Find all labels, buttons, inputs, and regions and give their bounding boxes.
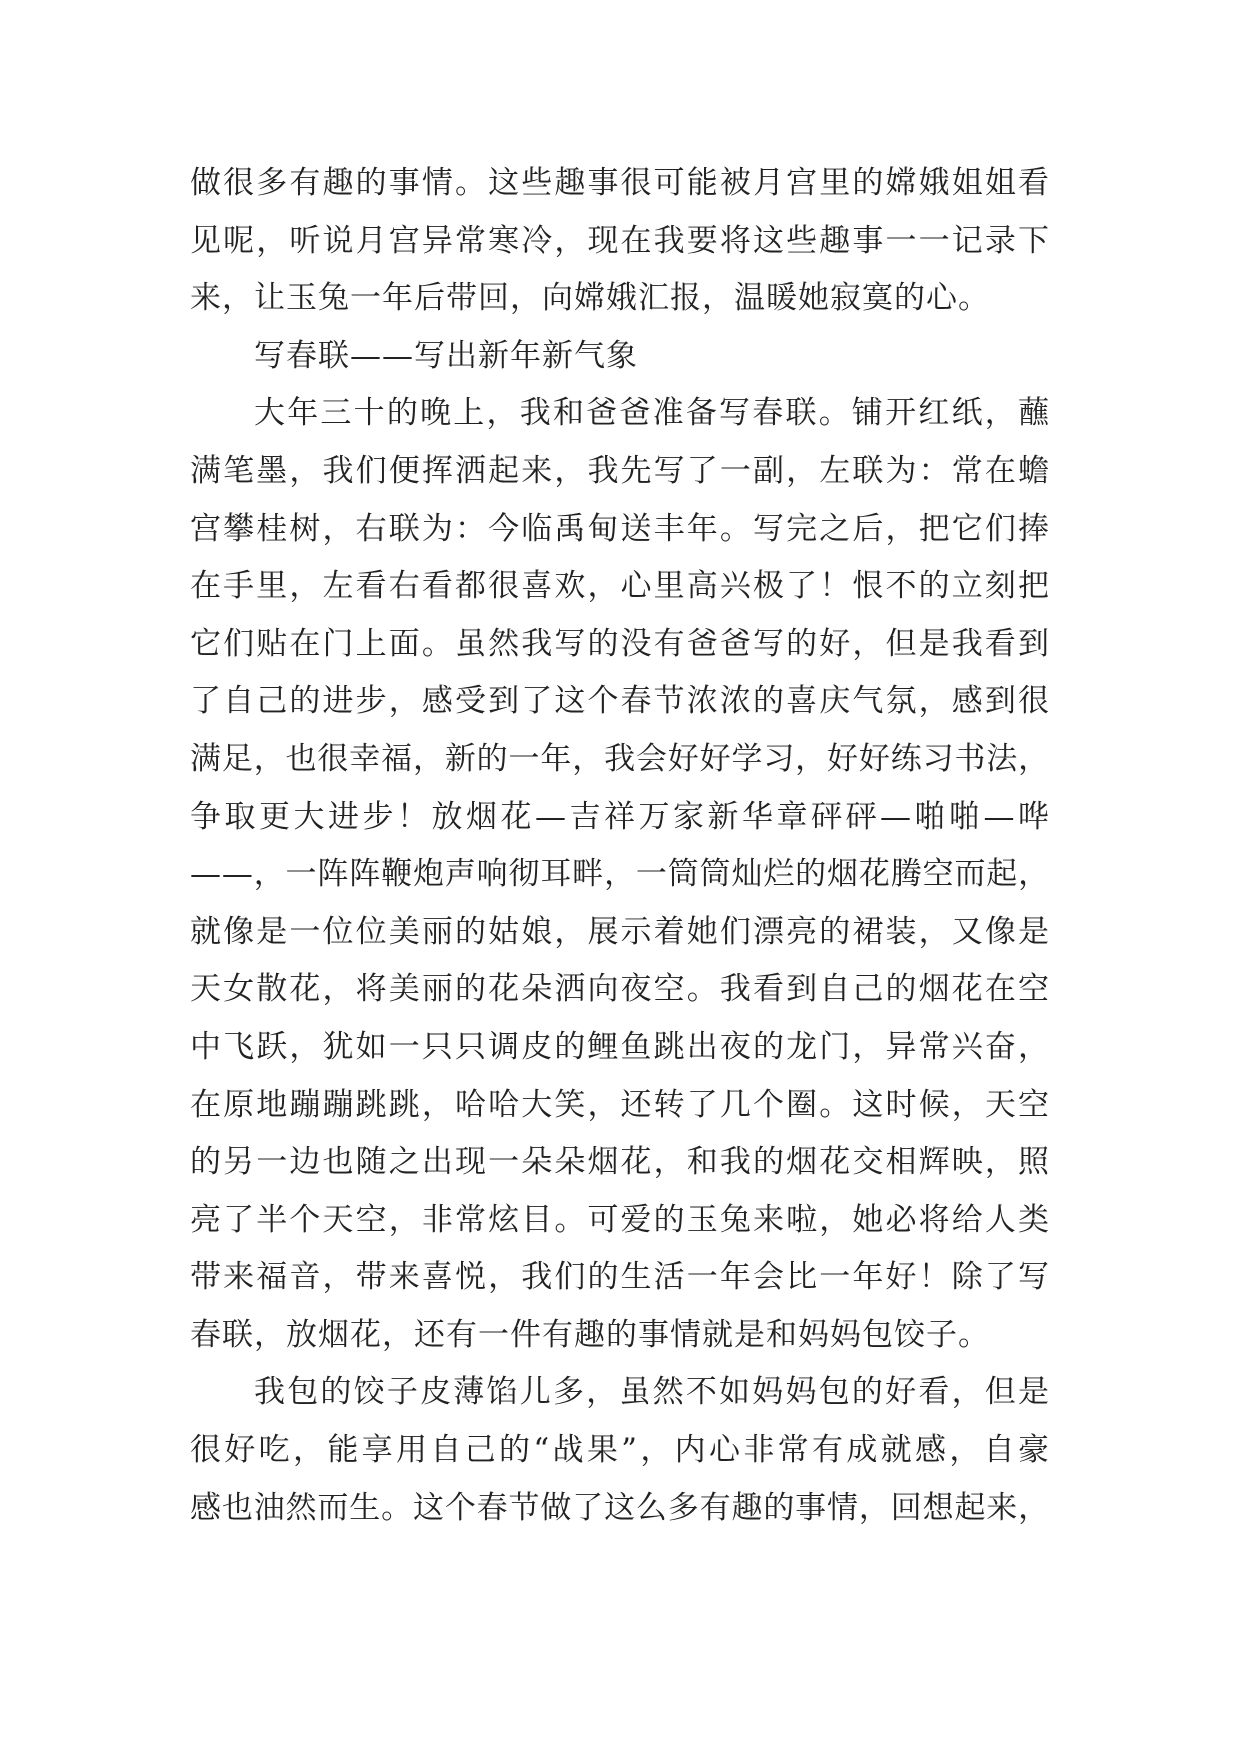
text-line: 在手里，左看右看都很喜欢，心里高兴极了！恨不的立刻把 [190,568,1050,605]
body-text [190,155,1050,1537]
text-line: 就像是一位位美丽的姑娘，展示着她们漂亮的裙装，又像是 [190,913,1050,950]
text-line: 我包的饺子皮薄馅儿多，虽然不如妈妈包的好看，但是 [254,1374,1050,1411]
text-line: 的另一边也随之出现一朵朵烟花，和我的烟花交相辉映，照 [190,1144,1050,1181]
text-line: 大年三十的晚上，我和爸爸准备写春联。铺开红纸，蘸 [254,395,1050,432]
text-line: 中飞跃，犹如一只只调皮的鲤鱼跳出夜的龙门，异常兴奋， [190,1028,1050,1065]
text-line: 很好吃，能享用自己的“战果”，内心非常有成就感，自豪 [190,1432,1050,1469]
text-line: ——，一阵阵鞭炮声响彻耳畔，一筒筒灿烂的烟花腾空而起， [190,856,1050,893]
text-line: 春联，放烟花，还有一件有趣的事情就是和妈妈包饺子。 [190,1316,990,1353]
text-line: 天女散花，将美丽的花朵洒向夜空。我看到自己的烟花在空 [190,971,1050,1008]
text-line: 见呢，听说月宫异常寒冷，现在我要将这些趣事一一记录下 [190,222,1050,259]
text-line: 它们贴在门上面。虽然我写的没有爸爸写的好，但是我看到 [190,625,1050,662]
text-line: 在原地蹦蹦跳跳，哈哈大笑，还转了几个圈。这时候，天空 [190,1086,1050,1123]
text-line: 宫攀桂树，右联为：今临禹甸送丰年。写完之后，把它们捧 [190,510,1050,547]
text-line: 争取更大进步！放烟花—吉祥万家新华章砰砰—啪啪—哗 [190,798,1050,835]
text-line: 了自己的进步，感受到了这个春节浓浓的喜庆气氛，感到很 [190,683,1050,720]
text-line: 带来福音，带来喜悦，我们的生活一年会比一年好！除了写 [190,1259,1050,1296]
text-line: 做很多有趣的事情。这些趣事很可能被月宫里的嫦娥姐姐看 [190,165,1050,201]
section-heading: 写春联——写出新年新气象 [254,337,638,374]
text-line: 来，让玉兔一年后带回，向嫦娥汇报，温暖她寂寞的心。 [190,280,990,317]
text-line: 感也油然而生。这个春节做了这么多有趣的事情，回想起来， [190,1489,1050,1526]
text-line: 满足，也很幸福，新的一年，我会好好学习，好好练习书法， [190,740,1050,777]
text-line: 满笔墨，我们便挥洒起来，我先写了一副，左联为：常在蟾 [190,452,1050,489]
text-line: 亮了半个天空，非常炫目。可爱的玉兔来啦，她必将给人类 [190,1201,1050,1238]
